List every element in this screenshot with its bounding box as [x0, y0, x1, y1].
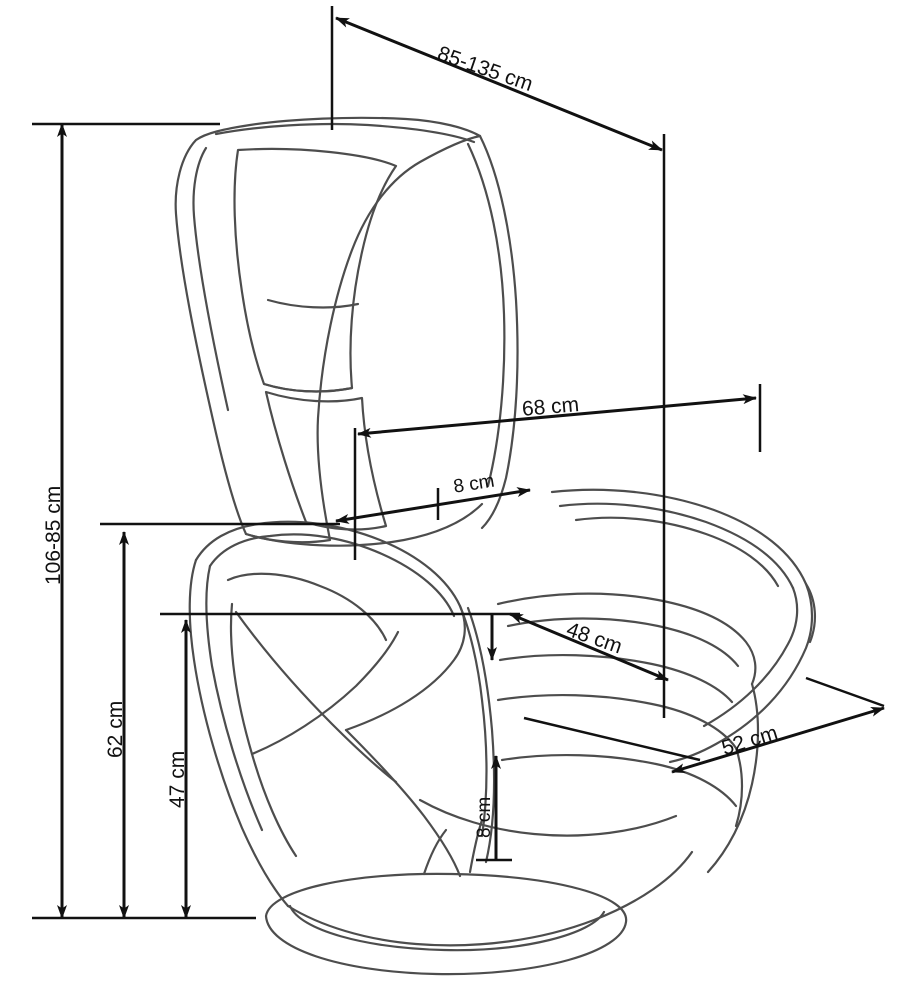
label-backrest-width: 68 cm: [521, 393, 580, 421]
label-height-range: 106-85 cm: [42, 485, 65, 585]
ext-52-left: [524, 718, 700, 760]
label-seat-width: 52 cm: [719, 721, 781, 760]
label-seat-thickness: 8 cm: [474, 796, 495, 838]
label-depth-range: 85-135 cm: [434, 42, 536, 97]
label-armrest-height: 62 cm: [104, 700, 127, 758]
ext-52-right: [806, 678, 884, 706]
label-armrest-gap: 8 cm: [452, 470, 496, 498]
label-seat-height: 47 cm: [166, 750, 189, 808]
label-seat-depth: 48 cm: [563, 618, 626, 659]
dim-line-armrest-gap: [336, 490, 530, 521]
